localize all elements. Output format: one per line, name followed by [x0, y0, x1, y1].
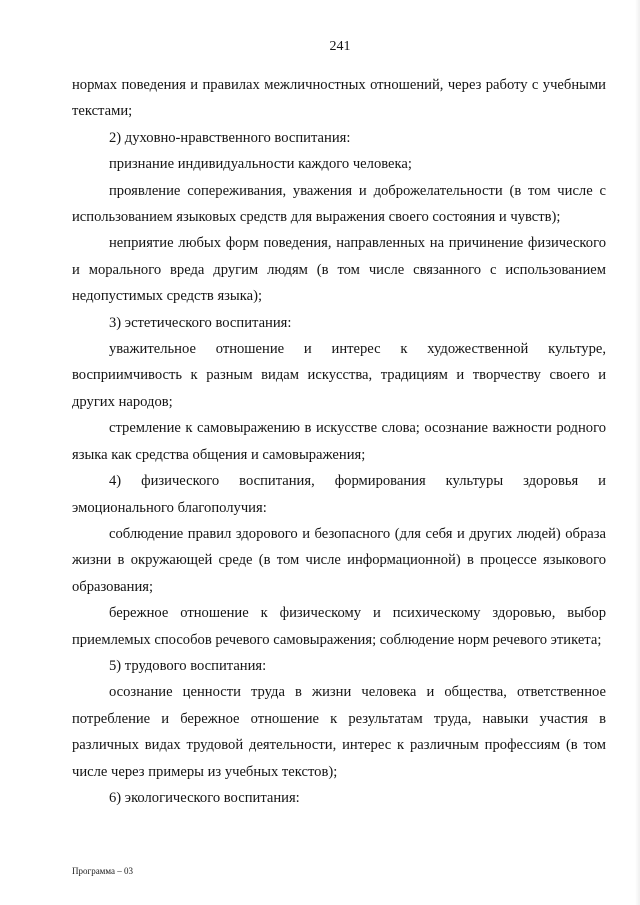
paragraph: проявление сопереживания, уважения и доброжелательности (в том числе с использованием языковых средств для выражения своего состояния и чувств); [72, 182, 606, 226]
paragraph: соблюдение правил здорового и безопасного (для себя и других людей) образа жизни в окружающей среде (в том числе информационной) в процессе языкового образования; [72, 525, 606, 595]
heading-physical-education: 4) физического воспитания, формирования культуры здоровья и эмоционального благополучия: [72, 473, 606, 516]
heading-spiritual-moral-education: 2) духовно-нравственного воспитания: [109, 129, 351, 146]
paragraph: бережное отношение к физическому и психическому здоровью, выбор приемлемых способов речевого самовыражения; соблюдение норм речевого этикета; [72, 605, 606, 648]
paragraph-continuation: нормах поведения и правилах межличностных отношений, через работу с учебными текстами; [72, 77, 606, 120]
page-number: 241 [329, 39, 351, 54]
paragraph: стремление к самовыражению в искусстве слова; осознание важности родного языка как средства общения и самовыражения; [72, 420, 606, 463]
heading-labor-education: 5) трудового воспитания: [109, 657, 267, 674]
heading-ecological-education: 6) экологического воспитания: [109, 789, 300, 806]
paragraph: уважительное отношение и интерес к художественной культуре, восприимчивость к разным видам искусства, традициям и творчеству своего и других народов; [72, 341, 606, 410]
paragraph: неприятие любых форм поведения, направленных на причинение физического и морального вреда другим людям (в том числе связанного с использованием недопустимых средств языка); [72, 235, 606, 305]
paragraph: осознание ценности труда в жизни человека и общества, ответственное потребление и бережное отношение к результатам труда, навыки участия в различных видах трудовой деятельности, интерес к различным профессиям (в том числе через примеры из учебных текстов); [72, 684, 606, 780]
footer-program-code: Программа – 03 [72, 866, 134, 876]
paragraph: признание индивидуальности каждого человека; [109, 156, 412, 173]
heading-aesthetic-education: 3) эстетического воспитания: [109, 314, 292, 331]
scan-edge [635, 0, 640, 905]
body-text [72, 72, 606, 811]
